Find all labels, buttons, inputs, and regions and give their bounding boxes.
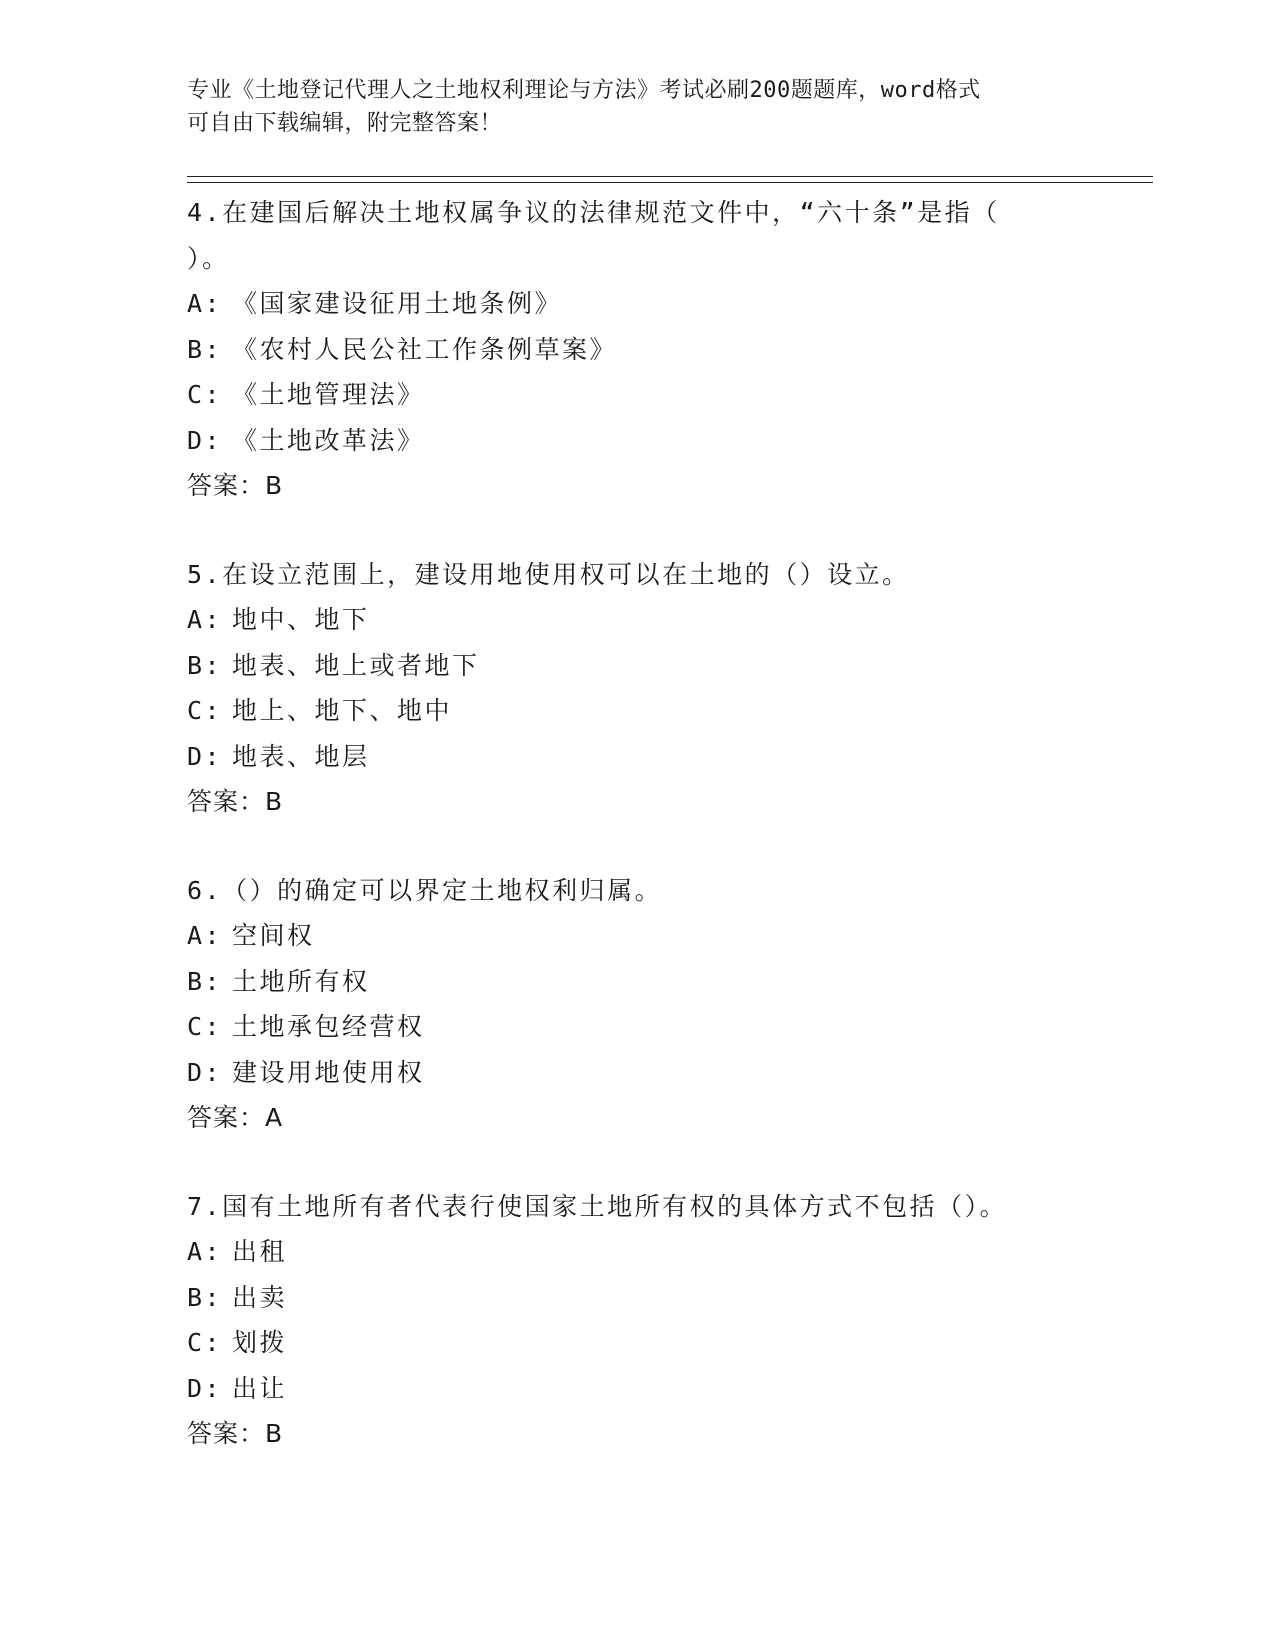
option-text: 《土地改革法》	[232, 425, 425, 455]
question-list	[187, 190, 1147, 1500]
option-letter: B:	[187, 650, 223, 680]
option-text: 出卖	[232, 1282, 288, 1312]
answer-line: 答案：B	[187, 1419, 284, 1448]
option-letter: A:	[187, 605, 223, 634]
option-letter: C:	[187, 696, 223, 725]
option-a	[187, 597, 1147, 643]
option-text: 《农村人民公社工作条例草案》	[232, 334, 618, 364]
option-text: 地表、地上或者地下	[232, 650, 480, 680]
option-d	[187, 1366, 1147, 1412]
option-a	[187, 1229, 1147, 1275]
option-text: 地上、地下、地中	[232, 696, 453, 725]
option-letter: D:	[187, 1373, 223, 1403]
option-text: 《土地管理法》	[232, 380, 425, 409]
option-letter: A:	[187, 1237, 223, 1266]
question-7	[187, 1184, 1147, 1457]
option-c	[187, 1320, 1147, 1366]
option-b	[187, 643, 1147, 689]
option-c	[187, 372, 1147, 418]
option-text: 出租	[232, 1237, 288, 1266]
option-letter: C:	[187, 1328, 223, 1357]
option-b	[187, 959, 1147, 1005]
option-b	[187, 1275, 1147, 1321]
option-letter: A:	[187, 921, 223, 950]
option-letter: C:	[187, 380, 223, 409]
answer-line: 答案：A	[187, 1103, 284, 1132]
option-a	[187, 913, 1147, 959]
question-stem-continued: ）。	[187, 243, 230, 273]
option-letter: C:	[187, 1012, 223, 1041]
option-text: 《国家建设征用土地条例》	[232, 289, 563, 318]
question-stem: 6.（）的确定可以界定土地权利归属。	[187, 875, 663, 905]
question-stem: 5.在设立范围上，建设用地使用权可以在土地的（）设立。	[187, 559, 910, 589]
option-text: 划拨	[232, 1328, 288, 1357]
option-text: 建设用地使用权	[232, 1057, 425, 1087]
option-a	[187, 281, 1147, 327]
option-letter: D:	[187, 741, 223, 771]
option-c	[187, 688, 1147, 734]
option-d	[187, 1050, 1147, 1096]
question-4	[187, 190, 1147, 509]
option-text: 空间权	[232, 921, 315, 950]
option-text: 地表、地层	[232, 741, 370, 771]
option-d	[187, 418, 1147, 464]
answer-line: 答案：B	[187, 471, 284, 500]
question-5	[187, 552, 1147, 825]
option-d	[187, 734, 1147, 780]
answer-line: 答案：B	[187, 787, 284, 816]
option-letter: D:	[187, 1057, 223, 1087]
header-line-1: 专业《土地登记代理人之土地权利理论与方法》考试必刷200题题库，word格式	[187, 78, 981, 103]
option-letter: D:	[187, 425, 223, 455]
option-text: 出让	[232, 1373, 288, 1403]
option-c	[187, 1004, 1147, 1050]
option-text: 土地所有权	[232, 966, 370, 996]
option-letter: B:	[187, 966, 223, 996]
header-line-2: 可自由下载编辑，附完整答案！	[187, 111, 503, 136]
question-6	[187, 868, 1147, 1141]
option-text: 地中、地下	[232, 605, 370, 634]
header-divider-bottom	[187, 182, 1153, 183]
option-letter: B:	[187, 334, 223, 364]
option-letter: B:	[187, 1282, 223, 1312]
option-text: 土地承包经营权	[232, 1012, 425, 1041]
question-stem: 4.在建国后解决土地权属争议的法律规范文件中，“六十条”是指（	[187, 198, 1000, 227]
document-header	[187, 74, 1067, 140]
question-stem: 7.国有土地所有者代表行使国家土地所有权的具体方式不包括（）。	[187, 1191, 1008, 1221]
option-letter: A:	[187, 289, 223, 318]
header-divider-top	[187, 176, 1153, 177]
option-b	[187, 327, 1147, 373]
